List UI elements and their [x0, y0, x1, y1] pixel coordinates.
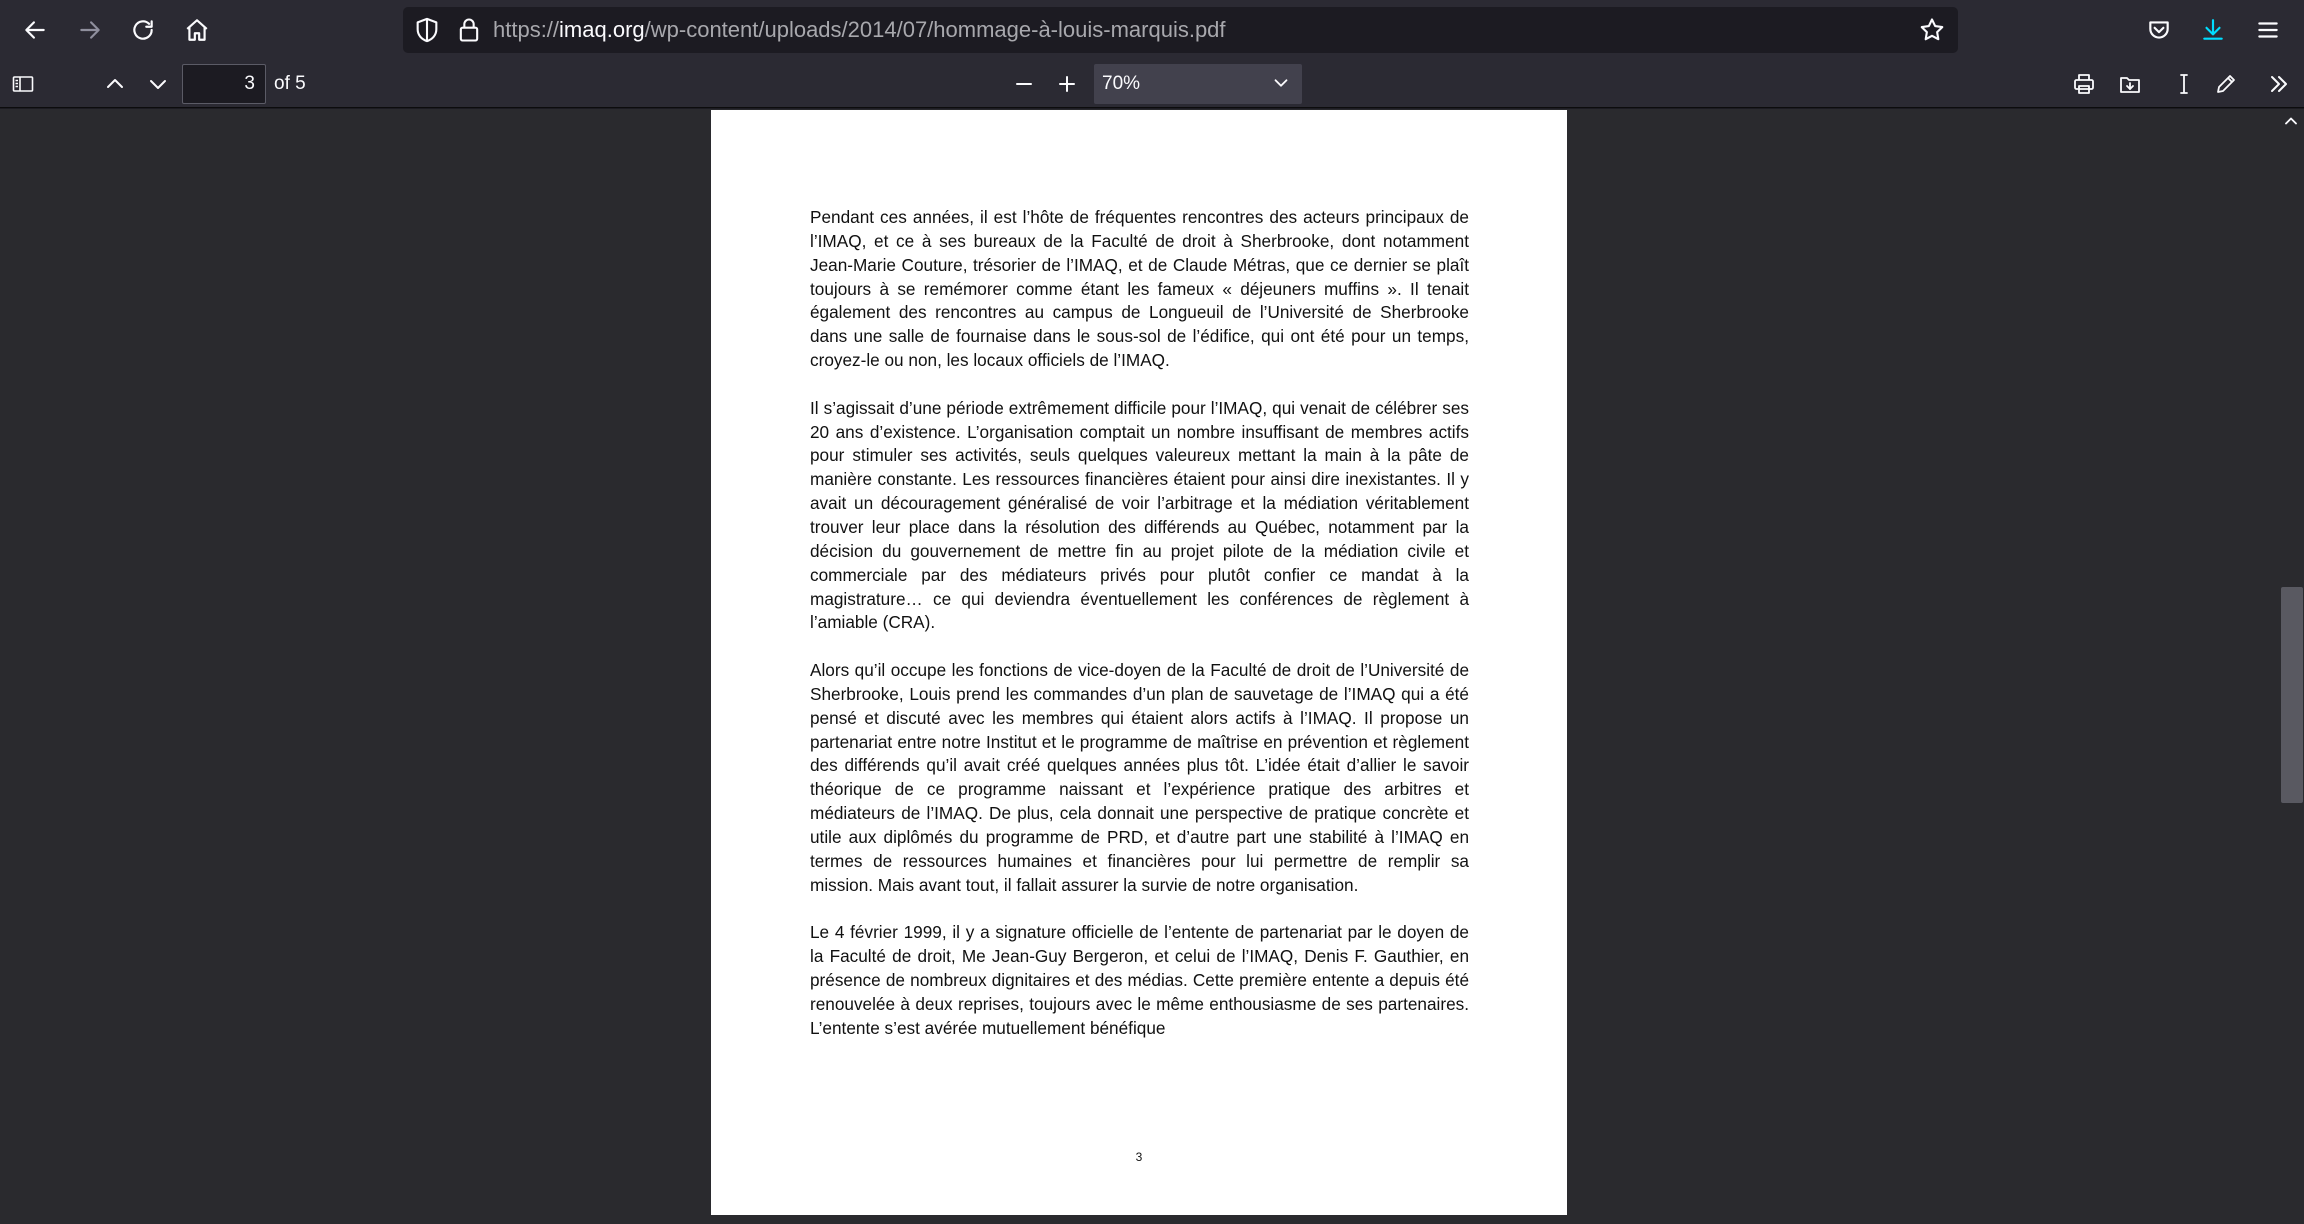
- minus-icon: [1012, 72, 1036, 96]
- url-bar[interactable]: [403, 7, 1958, 53]
- save-button[interactable]: [2113, 67, 2147, 101]
- more-tools-button[interactable]: [2262, 67, 2296, 101]
- draw-tool-button[interactable]: [2209, 67, 2243, 101]
- double-chevron-right-icon: [2267, 72, 2291, 96]
- forward-button[interactable]: [72, 12, 108, 48]
- home-button[interactable]: [179, 12, 215, 48]
- print-button[interactable]: [2067, 67, 2101, 101]
- url-text[interactable]: [493, 7, 1226, 53]
- home-icon: [184, 17, 210, 43]
- vertical-scrollbar[interactable]: [2278, 109, 2304, 1224]
- plus-icon: [1055, 72, 1079, 96]
- zoom-select[interactable]: [1094, 64, 1302, 104]
- scroll-up-arrow-icon[interactable]: [2281, 111, 2301, 131]
- pdf-viewer[interactable]: [0, 109, 2304, 1224]
- hamburger-menu-icon: [2255, 17, 2281, 43]
- page-text: [810, 206, 1469, 1064]
- chevron-down-icon: [146, 72, 170, 96]
- text-tool-button[interactable]: [2167, 67, 2201, 101]
- page-count-label: of 5: [274, 73, 306, 94]
- toggle-sidebar-button[interactable]: [6, 67, 40, 101]
- printer-icon: [2072, 72, 2096, 96]
- downloads-button[interactable]: [2195, 12, 2231, 48]
- text-cursor-icon: [2172, 72, 2196, 96]
- zoom-out-button[interactable]: [1007, 67, 1041, 101]
- page-number-input[interactable]: 3: [182, 64, 266, 104]
- paragraph: Pendant ces années, il est l’hôte de fréquentes rencontres des acteurs principaux de l’IMAQ, et ce à ses bureaux de la Faculté de droit à Sherbrooke, dont notamment Jean-Marie Couture, trésorier de l’IMAQ, et de Claude Métras, que ce dernier se plaît toujours à se remémorer comme étant les fameux « déjeuners muffins ». Il tenait également des rencontres au campus de Longueuil de l’Université de Sherbrooke dans une salle de fournaise dans le sous-sol de l’édifice, qui ont été pour un temps, croyez-le ou non, les locaux officiels de l’IMAQ.: [810, 207, 1469, 371]
- chevron-up-icon: [103, 72, 127, 96]
- lock-icon[interactable]: [455, 16, 483, 44]
- zoom-value: 70%: [1102, 73, 1141, 94]
- arrow-left-icon: [22, 17, 48, 43]
- zoom-in-button[interactable]: [1050, 67, 1084, 101]
- previous-page-button[interactable]: [98, 67, 132, 101]
- url-domain: imaq.org: [559, 17, 645, 42]
- reload-icon: [130, 17, 156, 43]
- page-footer-number: 3: [1135, 1150, 1143, 1164]
- url-prefix: https://: [493, 17, 560, 42]
- pdf-toolbar: [0, 60, 2304, 108]
- paragraph: Le 4 février 1999, il y a signature officielle de l’entente de partenariat par le doyen de la Faculté de droit, Me Jean-Guy Bergeron, et celui de l’IMAQ, Denis F. Gauthier, en présence de nombreux dignitaires et des médias. Cette première entente a depuis été renouvelée à deux reprises, toujours avec le même enthousiasme de ses partenaires. L’entente s’est avérée mutuellement bénéfique: [810, 922, 1469, 1038]
- pocket-icon: [2146, 17, 2172, 43]
- paragraph: Il s’agissait d’une période extrêmement difficile pour l’IMAQ, qui venait de célébrer ses 20 ans d’existence. L’organisation comptait un nombre insuffisant de membres actifs pour stimuler ses activités, seuls quelques valeureux mettant la main à la pâte de manière constante. Les ressources financières étaient pour ainsi dire inexistantes. Il y avait un découragement généralisé de voir l’arbitrage et la médiation véritablement trouver leur place dans la résolution des différends au Québec, notamment par la décision du gouvernement de mettre fin au projet pilote de la médiation civile et commerciale par des médiateurs privés pour plutôt confier ce mandat à la magistrature… ce qui deviendra éventuellement les conférences de règlement à l’amiable (CRA).: [810, 397, 1469, 633]
- download-icon: [2200, 17, 2226, 43]
- back-button[interactable]: [17, 12, 53, 48]
- chevron-down-icon: [1270, 72, 1292, 94]
- paragraph: Alors qu’il occupe les fonctions de vice-doyen de la Faculté de droit de l’Université de Sherbrooke, Louis prend les commandes d’un plan de sauvetage de l’IMAQ qui a été pensé et discuté avec les membres qui étaient alors actifs à l’IMAQ. Il propose un partenariat entre notre Institut et le programme de maîtrise en prévention et règlement des différends qu’il avait créé quelques années plus tôt. L’idée était d’allier le savoir théorique de ce programme naissant et l’expérience pratique des arbitres et médiateurs de l’IMAQ. De plus, cela donnait une perspective de pratique concrète et utile aux diplômés du programme de PRD, et d’autre part une stabilité à l’IMAQ en termes de ressources humaines et financières pour lui permettre de remplir sa mission. Mais avant tout, il fallait assurer la survie de notre organisation.: [810, 660, 1469, 895]
- pen-icon: [2214, 72, 2238, 96]
- shield-icon[interactable]: [413, 16, 441, 44]
- reload-button[interactable]: [125, 12, 161, 48]
- next-page-button[interactable]: [141, 67, 175, 101]
- browser-navbar: [0, 0, 2304, 60]
- pdf-page: [711, 110, 1567, 1215]
- star-icon[interactable]: [1918, 16, 1946, 44]
- scrollbar-thumb[interactable]: [2281, 587, 2303, 803]
- app-menu-button[interactable]: [2250, 12, 2286, 48]
- sidebar-icon: [11, 72, 35, 96]
- arrow-right-icon: [77, 17, 103, 43]
- url-path: /wp-content/uploads/2014/07/hommage-à-louis-marquis.pdf: [644, 17, 1226, 42]
- save-icon: [2118, 72, 2142, 96]
- pocket-button[interactable]: [2141, 12, 2177, 48]
